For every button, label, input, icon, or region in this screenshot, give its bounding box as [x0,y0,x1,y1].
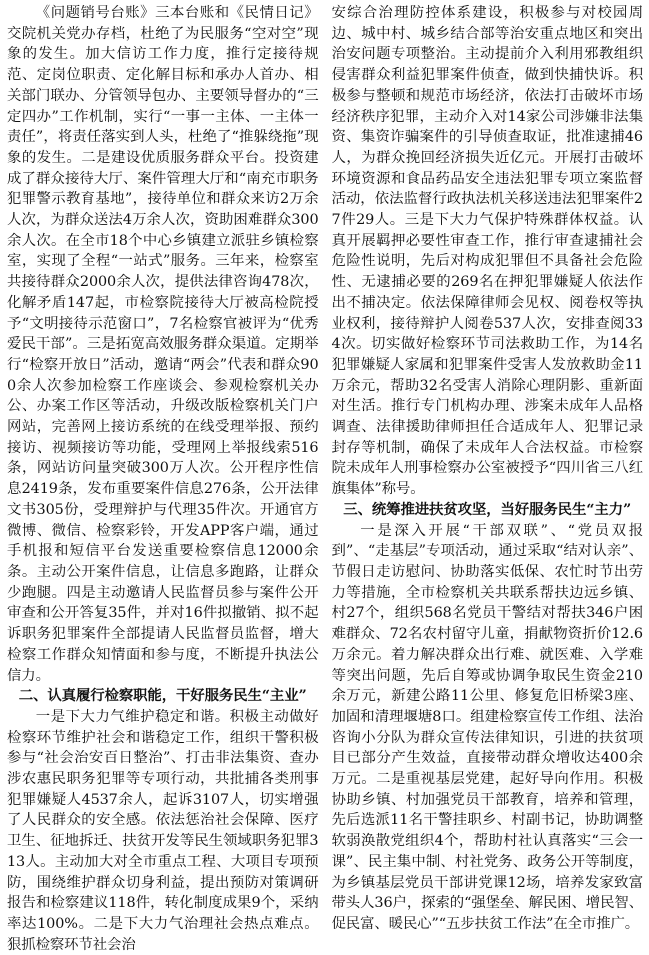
right-column [331,3,644,932]
left-column [7,3,319,953]
paragraph: 一是下大力气维护稳定和谐。积极主动做好检察环节维护社会和谐稳定工作，组织干警积极参与“社会治安百日整治”、打击非法集资、查办涉农惠民职务犯罪等专项行动，共批捕各类刑事犯罪嫌疑人4537余人，起诉3107人，切实增强了人民群众的安全感。依法惩治社会保障、医疗卫生、征地拆迁、扶贫开发等民生领域职务犯罪313人。主动加大对全市重点工程、大项目专项预防，围绕维护群众切身利益，提出预防对策调研报告和检察建议118件，转化制度成果9个，采纳率达100%。二是下大力气治理社会热点难点。狠抓检察环节社会治 [7,708,319,953]
paragraph: 安综合治理防控体系建设，积极参与对校园周边、城中村、城乡结合部等治安重点地区和突出治安问题专项整治。主动提前介入利用邪教组织侵害群众利益犯罪案件侦查，做到快捕快诉。积极参与整顿和规范市场经济，依法打击破坏市场经济秩序犯罪，主动介入对14家公司涉嫌非法集资、集资诈骗案件的引导侦查取证，批准逮捕46人，为群众挽回经济损失近亿元。开展打击破坏环境资源和食品药品安全违法犯罪专项立案监督活动，依法监督行政执法机关移送违法犯罪案件27件29人。三是下大力气保护特殊群体权益。认真开展羁押必要性审查工作，推行审查逮捕社会危险性说明，先后对构成犯罪但不具备社会危险性、无逮捕必要的269名在押犯罪嫌疑人依法作出不捕决定。依法保障律师会见权、阅卷权等执业权利，接待辩护人阅卷537人次，安排查阅334次。切实做好检察环节司法救助工作，为14名犯罪嫌疑人家属和犯罪案件受害人发放救助金11万余元，帮助32名受害人消除心理阴影、重新面对生活。推行专门机构办理、涉案未成年人品格调查、法律援助律师担任合适成年人、犯罪记录封存等机制，确保了未成年人合法权益。市检察院未成年人刑事检察办公室被授予“四川省三八红旗集体”称号。 [331,5,643,498]
section-heading: 二、认真履行检察职能，干好服务民生“主业” [18,687,307,705]
paragraph: 一是深入开展“干部双联”、“党员双报到”、“走基层”专项活动，通过采取“结对认亲”、节假日走访慰问、协助落实低保、农忙时节出劳力等措施，全市检察机关共联系帮扶边远乡镇、村27个，组织568名党员干警结对帮扶346户困难群众、72名农村留守儿童，捐献物资折价12.6万余元。着力解决群众出行难、就医难、入学难等突出问题，先后自筹或协调争取民生资金210余万元，新建公路11公里、修复危旧桥梁3座、加固和清理堰塘8口。组建检察宣传工作组、法治咨询小分队为群众宣传法律知识，引进的扶贫项目已部分产生效益，直接带动群众增收达400余万元。二是重视基层党建，起好导向作用。积极协助乡镇、村加强党员干部教育，培养和管理，先后选派11名干警挂职乡、村副书记，协助调整软弱涣散党组织4个，帮助村社认真落实“三会一课”、民主集中制、村社党务、政务公开等制度，为乡镇基层党员干部讲党课12场，培养发家致富带头人36户，探索的“强堡垒、解民困、增民智、促民富、暖民心”“五步扶贫工作法”在全市推广。 [331,522,643,932]
section-heading: 三、统筹推进扶贫攻坚，当好服务民生“主力” [343,500,632,518]
paragraph: 《问题销号台账》三本台账和《民情日记》交院机关党办存档，杜绝了为民服务“空对空”现象的发生。加大信访工作力度，推行定接待规范、定岗位职责、定化解目标和承办人首办、相关部门联办、分管领导包办、主要领导督办的“三定四办”工作机制，实行“一事一主体、一主体一责任”，将责任落实到人头，杜绝了“推躲绕拖”现象的发生。二是建设优质服务群众平台。投资建成了群众接待大厅、案件管理大厅和“南充市职务犯罪警示教育基地”，接待单位和群众来访2万余人次，为群众送法4万余人次，资助困难群众300余人次。在全市18个中心乡镇建立派驻乡镇检察室，实现了全程“一站式”服务。三年来，检察室共接待群众2000余人次，提供法律咨询478次，化解矛盾147起，市检察院接待大厅被高检院授予“文明接待示范窗口”，7名检察官被评为“优秀爱民干部”。三是拓宽高效服务群众渠道。定期举行“检察开放日”活动，邀请“两会”代表和群众900余人次参加检察工作座谈会、参观检察机关办公、办案工作区等活动，升级改版检察机关门户网站，完善网上接访系统的在线受理举报、预约接访、视频接访等功能，受理网上举报线索516条，网站访问量突破300万人次。公开程序性信息2419条，发布重要案件信息276条，公开法律文书305份，受理辩护与代理35件次。开通官方微博、微信、检察彩铃，开发APP客户端，通过手机报和短信平台发送重要检察信息12000余条。主动公开案件信息，让信息多跑路，让群众少跑腿。四是主动邀请人民监督员参与案件公开审查和公开答复35件，并对16件拟撤销、拟不起诉职务犯罪案件全部提请人民监督员监督，增大检察工作群众知情面和参与度，不断提升执法公信力。 [7,5,319,684]
